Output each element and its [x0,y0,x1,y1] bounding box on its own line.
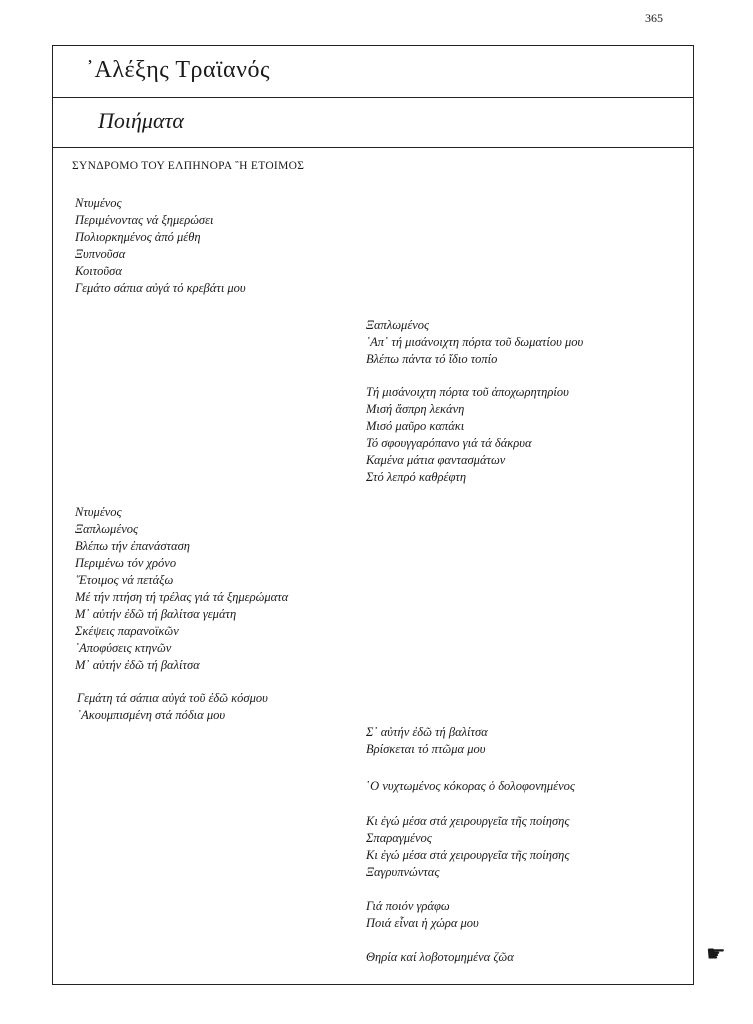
poem-line: Τή μισάνοιχτη πόρτα τοῦ ἀποχωρητηρίου [366,385,569,399]
poem-line: Θηρία καί λοβοτομημένα ζῶα [366,950,514,964]
stanza-9 [366,898,479,932]
poem-line: ᾿Απ᾿ τή μισάνοιχτη πόρτα τοῦ δωματίου μου [366,335,584,349]
poem-line: Μέ τήν πτήση τή τρέλας γιά τά ξημερώματα [75,590,289,604]
poem-line: Κι ἐγώ μέσα στά χειρουργεῖα τῆς ποίησης [366,848,570,862]
poem-line: ᾿Ακουμπισμένη στά πόδια μου [77,708,226,722]
section-header-box [53,98,693,148]
poem-line: Σκέψεις παρανοϊκῶν [75,624,179,638]
stanza-10 [366,949,514,966]
poem-line: Περιμένοντας νά ξημερώσει [75,213,214,227]
stanza-6 [366,724,488,758]
poem-line: ῞Ετοιμος νά πετάξω [75,573,174,587]
poem-line: Βλέπω πάντα τό ἴδιο τοπίο [366,352,498,366]
poem-line: Τό σφουγγαρόπανο γιά τά δάκρυα [366,436,532,450]
poem-line: Ξυπνοῦσα [75,247,126,261]
poem-line: Ποιά εἶναι ἡ χώρα μου [366,916,479,930]
stanza-7 [366,778,575,795]
page-number: 365 [645,11,663,25]
poem-line: Σ᾿ αὐτήν ἐδῶ τή βαλίτσα [366,725,488,739]
poem-line: Ντυμένος [75,505,122,519]
stanza-3 [366,384,569,486]
poem-line: Μισό μαῦρο καπάκι [366,419,465,433]
poem-line: Ξαπλωμένος [75,522,139,536]
author-header-box [53,46,693,98]
poem-title: ΣΥΝΔΡΟΜΟ ΤΟΥ ΕΛΠΗΝΟΡΑ ῍Η ΕΤΟΙΜΟΣ [72,160,305,172]
poem-line: Γεμάτο σάπια αὐγά τό κρεβάτι μου [75,281,246,295]
poem-line: ᾿Αποφύσεις κτηνῶν [75,641,172,655]
poem-line: Περιμένω τόν χρόνο [75,556,177,570]
poem-line: Ξαγρυπνώντας [366,865,440,879]
poem-line: Καμένα μάτια φαντασμάτων [366,453,506,467]
section-title: Ποιήματα [98,108,184,133]
poem-line: Ξαπλωμένος [366,318,430,332]
poem-line: Στό λεπρό καθρέφτη [366,470,467,484]
poem-line: Ντυμένος [75,196,122,210]
poem-line: Πολιορκημένος ἀπό μέθη [75,230,201,244]
poem-line: Βρίσκεται τό πτῶμα μου [366,742,486,756]
stanza-8 [366,813,569,881]
poem-line: Βλέπω τήν ἐπανάσταση [75,539,190,553]
poem-line: Γιά ποιόν γράφω [366,899,450,913]
poem-line: ῾Ο νυχτωμένος κόκορας ὁ δολοφονημένος [366,779,575,793]
stanza-4 [75,504,288,674]
poem-line: Μ᾿ αὐτήν ἐδῶ τή βαλίτσα γεμάτη [75,607,237,621]
poem-line: Κοιτοῦσα [75,264,122,278]
poem-line: Μ᾿ αὐτήν ἐδῶ τή βαλίτσα [75,658,200,672]
poem-line: Κι ἐγώ μέσα στά χειρουργεῖα τῆς ποίησης [366,814,570,828]
page-frame [52,45,694,985]
pointing-hand-icon: ☛ [706,942,726,967]
poem-line: Σπαραγμένος [366,831,432,845]
poem-line: Μισή ἄσπρη λεκάνη [366,402,465,416]
author-name: ᾿Αλέξης Τραϊανός [86,57,270,83]
stanza-1 [75,195,246,297]
stanza-2 [366,317,583,368]
poem-line: Γεμάτη τά σάπια αὐγά τοῦ ἐδῶ κόσμου [77,691,268,705]
stanza-5 [77,690,268,724]
